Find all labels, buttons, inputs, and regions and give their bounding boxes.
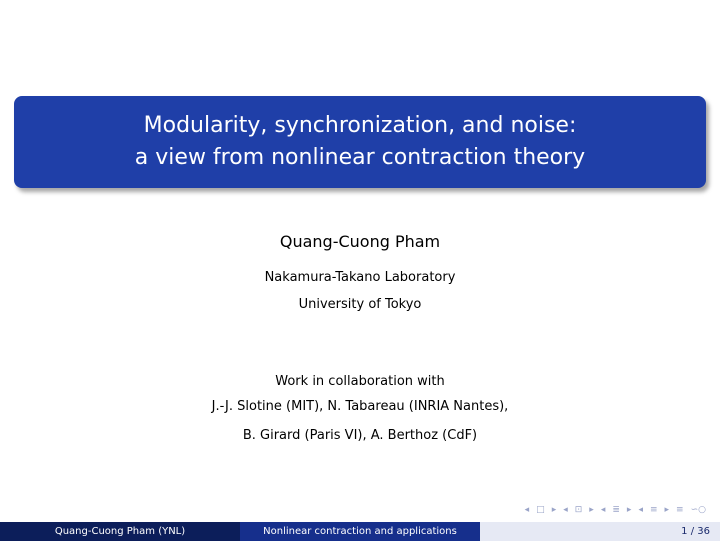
- title-box: [14, 96, 706, 188]
- nav-section-left-icon[interactable]: ◂: [563, 505, 568, 515]
- footer-author: Quang-Cuong Pham (YNL): [0, 522, 240, 541]
- collaboration-intro: Work in collaboration with: [275, 374, 445, 389]
- collaborators-line-1: J.-J. Slotine (MIT), N. Tabareau (INRIA Nantes),: [211, 399, 509, 414]
- nav-search-icon[interactable]: ∽○: [690, 505, 706, 515]
- title-line-1: Modularity, synchronization, and noise:: [143, 113, 577, 138]
- footer-page-number: 1 / 36: [480, 522, 720, 541]
- institution-university: University of Tokyo: [298, 297, 422, 312]
- nav-doc-left-icon[interactable]: ◂: [638, 505, 643, 515]
- footer-title: Nonlinear contraction and applications: [240, 522, 480, 541]
- institution-lab: Nakamura-Takano Laboratory: [264, 270, 456, 285]
- nav-equals-icon[interactable]: ≡: [676, 505, 684, 515]
- author-name: Quang-Cuong Pham: [279, 232, 441, 251]
- title-line-2: a view from nonlinear contraction theory: [134, 145, 586, 170]
- nav-subsection-left-icon[interactable]: ◂: [600, 505, 606, 515]
- nav-doc-right-icon[interactable]: ▸: [664, 505, 670, 515]
- nav-frame-icon[interactable]: □: [536, 505, 545, 515]
- nav-frame-right-icon[interactable]: ▸: [551, 505, 557, 515]
- nav-frame-left-icon[interactable]: ◂: [524, 505, 530, 515]
- nav-section-right-icon[interactable]: ▸: [589, 505, 594, 515]
- nav-doc-icon[interactable]: ≡: [649, 505, 658, 515]
- collaborators-line-2: B. Girard (Paris VI), A. Berthoz (CdF): [242, 428, 478, 443]
- nav-section-icon[interactable]: ⊡: [574, 505, 583, 515]
- beamer-navigation: [525, 505, 706, 515]
- nav-subsection-right-icon[interactable]: ▸: [626, 505, 632, 515]
- footer-bar: [0, 522, 720, 541]
- nav-subsection-icon[interactable]: ≣: [612, 505, 620, 515]
